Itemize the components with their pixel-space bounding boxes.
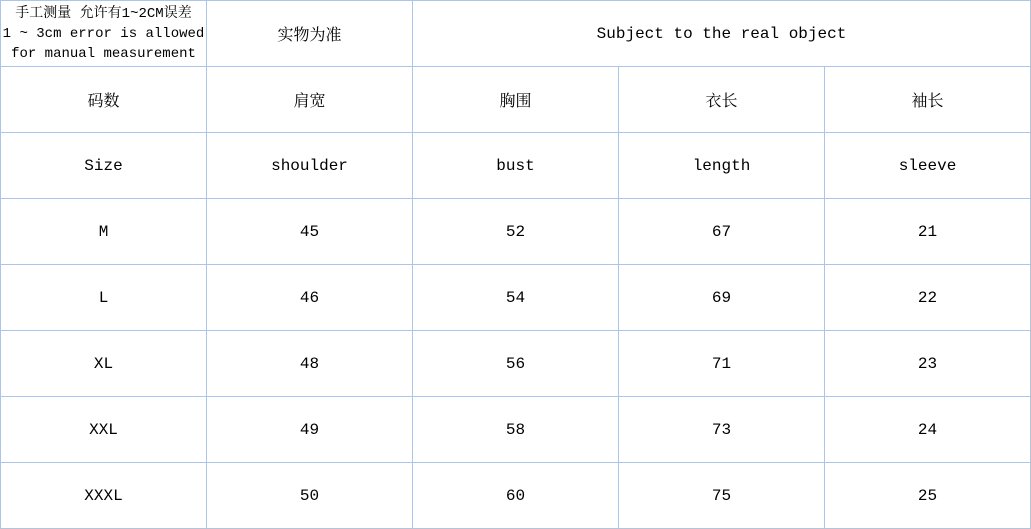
- column-header-en-length: length: [619, 133, 825, 199]
- size-label: XL: [1, 331, 207, 397]
- table-row-columns-en: [1, 133, 1031, 199]
- column-header-cn-sleeve: 袖长: [825, 67, 1031, 133]
- length-value: 73: [619, 397, 825, 463]
- size-label: M: [1, 199, 207, 265]
- table-row-size-xxxl: [1, 463, 1031, 529]
- column-header-en-shoulder: shoulder: [207, 133, 413, 199]
- length-value: 67: [619, 199, 825, 265]
- sleeve-value: 21: [825, 199, 1031, 265]
- shoulder-value: 49: [207, 397, 413, 463]
- length-value: 75: [619, 463, 825, 529]
- measurement-tolerance-note-cell: [1, 1, 207, 67]
- sleeve-value: 22: [825, 265, 1031, 331]
- real-object-note-en-cell: Subject to the real object: [413, 1, 1031, 67]
- note-line-en-1: 1 ~ 3cm error is allowed: [2, 25, 205, 42]
- sleeve-value: 24: [825, 397, 1031, 463]
- column-header-cn-length: 衣长: [619, 67, 825, 133]
- column-header-en-sleeve: sleeve: [825, 133, 1031, 199]
- note-line-cn: 手工测量 允许有1~2CM误差: [15, 5, 192, 22]
- bust-value: 56: [413, 331, 619, 397]
- length-value: 69: [619, 265, 825, 331]
- table-row-header-note: [1, 1, 1031, 67]
- column-header-cn-shoulder: 肩宽: [207, 67, 413, 133]
- real-object-note-cn-cell: 实物为准: [207, 1, 413, 67]
- table-row-size-l: [1, 265, 1031, 331]
- sleeve-value: 23: [825, 331, 1031, 397]
- length-value: 71: [619, 331, 825, 397]
- sleeve-value: 25: [825, 463, 1031, 529]
- column-header-cn-size: 码数: [1, 67, 207, 133]
- bust-value: 54: [413, 265, 619, 331]
- shoulder-value: 45: [207, 199, 413, 265]
- size-label: L: [1, 265, 207, 331]
- shoulder-value: 50: [207, 463, 413, 529]
- column-header-en-bust: bust: [413, 133, 619, 199]
- column-header-cn-bust: 胸围: [413, 67, 619, 133]
- table-row-size-xxl: [1, 397, 1031, 463]
- bust-value: 60: [413, 463, 619, 529]
- table-row-size-m: [1, 199, 1031, 265]
- table-row-columns-cn: [1, 67, 1031, 133]
- table-row-size-xl: [1, 331, 1031, 397]
- shoulder-value: 46: [207, 265, 413, 331]
- bust-value: 52: [413, 199, 619, 265]
- bust-value: 58: [413, 397, 619, 463]
- shoulder-value: 48: [207, 331, 413, 397]
- size-label: XXL: [1, 397, 207, 463]
- note-line-en-2: for manual measurement: [11, 45, 196, 62]
- size-label: XXXL: [1, 463, 207, 529]
- column-header-en-size: Size: [1, 133, 207, 199]
